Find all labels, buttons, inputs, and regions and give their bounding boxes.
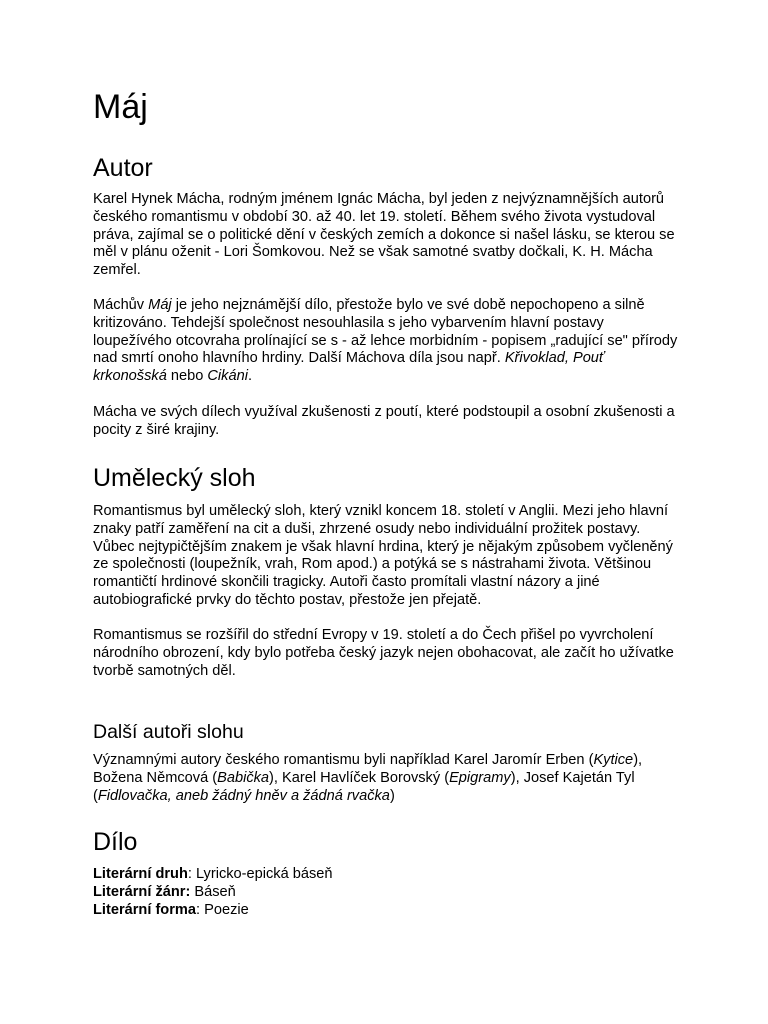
work-properties-list [93,866,333,919]
property-value: Poezie [204,901,249,918]
text-run: ), Karel Havlíček Borovský ( [269,769,450,786]
work-title: Kytice [593,752,634,768]
autori-paragraph [93,752,678,805]
property-label: Literární druh [93,866,188,882]
property-row-zanr [93,884,333,902]
text-run: nebo [166,368,208,385]
work-title: Máj [148,297,172,313]
text-run: ), Božena Němcová ( [93,752,643,786]
property-value: Lyricko-epická báseň [195,866,333,882]
work-title: Fidlovačka, aneb žádný hněv a žádná rvačka [97,787,390,804]
work-title: Křivoklad, Pouť krkonošská [93,350,605,385]
property-value: Báseň [194,883,236,900]
property-label: Literární forma [93,901,196,918]
autor-paragraph-2 [93,297,678,386]
property-row-forma [93,902,333,920]
text-run: ) [389,787,395,804]
text-run: . [247,368,253,385]
section-heading-autori: Další autoři slohu [93,721,244,743]
page-title: Máj [93,88,148,126]
autor-paragraph-1: Karel Hynek Mácha, rodným jménem Ignác Mácha, byl jeden z nejvýznamnějších autorů českého romantismu v období 30. až 40. let 19. století. Během svého života vystudoval práva, zajímal se o politické dění v českých zemích a dokonce si našel lásku, se kterou se měl v plánu oženit - Lori Šomkovou. Než se však samotné svatby dočkali, K. H. Mácha zemřel. [93,191,675,279]
section-heading-dilo: Dílo [93,828,138,856]
work-title: Cikáni [207,368,248,385]
property-separator: : [196,901,205,918]
text-run: ), Josef Kajetán Tyl ( [93,769,635,804]
text-run: je jeho nejznámější dílo, přestože bylo ve své době nepochopeno a silně kritizováno. Tehdejší společnost nesouhlasila s jeho vybarvením hlavní postavy loupežívého otcovraha prolínající se s - až lehce morbidním - popisem „radující se" přírody nad smrtí onoho hlavního hrdiny. Další Máchova díla jsou např. [93,297,678,367]
work-title: Epigramy [449,769,511,786]
property-label: Literární žánr: [93,883,191,900]
property-separator: : [187,866,196,882]
section-heading-sloh: Umělecký sloh [93,464,256,492]
autor-paragraph-3: Mácha ve svých dílech využíval zkušenosti z poutí, které podstoupil a osobní zkušenosti a pocity z širé krajiny. [93,404,675,438]
text-run: Máchův [93,297,149,313]
property-row-druh [93,866,333,884]
section-heading-autor: Autor [93,154,153,182]
work-title: Babička [217,769,270,786]
sloh-paragraph-2: Romantismus se rozšířil do střední Evropy v 19. století a do Čech přišel po vyvrcholení národního obrození, kdy bylo potřeba český jazyk nejen obohacovat, ale začít ho užívatke tvorbě samotných děl. [93,627,674,679]
text-run: Významnými autory českého romantismu byli například Karel Jaromír Erben ( [93,752,594,768]
sloh-paragraph-1: Romantismus byl umělecký sloh, který vznikl koncem 18. století v Anglii. Mezi jeho hlavní znaky patří zaměření na cit a duši, zhrzené osudy nebo individuální prožitek postavy. Vůbec nejtypičtějším znakem je však hlavní hrdina, který je nějakým způsobem vyčleněný ze společnosti (loupežník, vrah, Rom apod.) a potýká se s nástrahami života. Většinou romantičtí hrdinové skončili tragicky. Autoři často promítali vlastní názory a jiné autobiografické prvky do těchto postav, přestože jen přejatě. [93,503,673,608]
